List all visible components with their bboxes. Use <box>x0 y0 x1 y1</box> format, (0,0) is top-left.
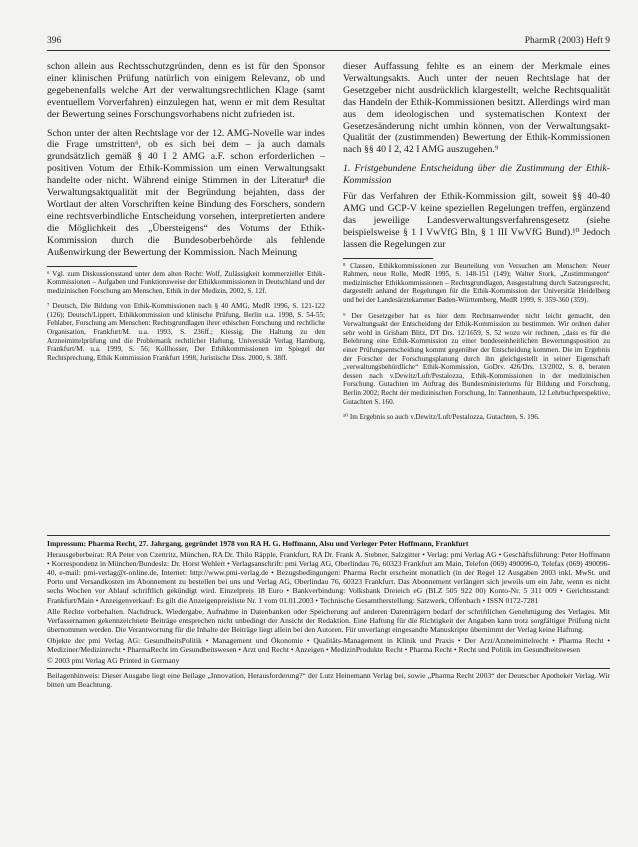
paragraph: Schon unter der alten Rechtslage vor der 12. AMG-Novelle war indes die Frage umstritten⁶, ob es sich bei dem – ja auch damals grundsätzlich gemäß § 40 I 2 AMG a.F. schon erforderlichen – positiven Votum der Ethik-Kommission um einen Verwaltungsakt handelte oder nicht. Während einige Stimmen in der Literatur⁸ die Verwaltungsaktqualität mit der Begründung bejahten, dass der Wortlaut der alten Vorschriften keine Bindung des Forschers, sondern eine rechtsverbindliche Entscheidung vorsehen, interpretierten andere die Möglichkeit des „Übersteigens“ des Votums der Ethik-Kommission durch die Bundesoberbehörde als fehlende Außenwirkung der Bewertung der Kommission. Nach Meinung <box>47 127 325 258</box>
impressum-text: Alle Rechte vorbehalten. Nachdruck, Wiedergabe, Aufnahme in Datenbanken oder Speicherung auf anderen Datenträgern bedarf der schriftlichen Genehmigung des Verlages. Mit Verfassernamen gekennzeichnete Beiträge entsprechen nicht unbedingt der Ansicht der Redaktion. Eine Haftung für die Richtigkeit der Angaben kann trotz sorgfältiger Prüfung nicht übernommen werden. Die Verantwortung für die Inhalte der Beiträge liegt allein bei den Autoren. Für unverlangt eingesandte Manuskripte übernimmt der Verlag keine Haftung. <box>47 606 610 634</box>
footnote: ⁸ Classen, Ethikkommissionen zur Beurteilung von Versuchen am Menschen: Neuer Rahmen, neue Rolle, MedR 1995, S. 148-151 (149); Walter Stork, „Zustimmungen“ medizinischer Ethikkommissionen – Rechtsgrundlagen, Ausgestaltung durch Satzungsrecht, dargestellt anhand der Regelungen für die Ethik-Kommission der Universität Heidelberg und bei der Landesärztekammer Baden-Württemberg, MedR 1999, S. 359-360 (359). <box>343 261 610 304</box>
impressum-box <box>47 535 610 691</box>
paragraph: Für das Verfahren der Ethik-Kommission gilt, soweit §§ 40-40 AMG und GCP-V keine speziellen Regelungen treffen, ergänzend das jeweilige Landesverwaltungsverfahrensgesetz (siehe beispielsweise § 1 I VwVfG Bln, § 1 III VwVfG Bund).¹⁰ Jedoch lassen die Regelungen zur <box>343 191 610 250</box>
page-number: 396 <box>47 36 62 46</box>
section-heading: 1. Fristgebundene Entscheidung über die Zustimmung der Ethik-Kommission <box>343 163 610 187</box>
footnote: ¹⁰ Im Ergebnis so auch v.Dewitz/Luft/Pestalozza, Gutachten, S. 196. <box>343 413 540 422</box>
journal-reference: PharmR (2003) Heft 9 <box>524 36 610 46</box>
right-column <box>343 61 610 429</box>
insert-notice: Beilagenhinweis: Dieser Ausgabe liegt eine Beilage „Innovation, Herausforderung?“ der Lutz Heinemann Verlag bei, sowie „Pharma Recht 2003“ der Deutscher Apotheker Verlag. Wir bitten um Beachtung. <box>47 668 610 689</box>
copyright-line: © 2003 pmi Verlag AG Printed in Germany <box>47 656 180 666</box>
impressum-divider <box>47 535 610 536</box>
impressum-text: Objekte der pmi Verlag AG: GesundheitsPolitik • Management und Ökonomie • Qualitäts-Management in Klinik und Praxis • Der Arzt/Arzneimittelrecht • Pharma Recht • Mediziner/Medizinrecht • PharmaRecht im Gesundheitswesen • Arzt und Recht • Anzeigen • MedizinProdukte Recht • Pharma Recht • Recht und Politik im Gesundheitswesen <box>47 635 610 655</box>
footnote: ⁹ Der Gesetzgeber hat es hier dem Rechtsanwender nicht leicht gemacht, den Verwaltungsakt der Entscheidung der Ethik-Kommission zu bestimmen. Wir ordnen daher sehr wohl in Grisham Blitz, DT Drs. 12/1659, S. 52 wozu wir rechnen, „dass es für die Belehrung eine Ethik-Kommission zu einer bundeseinheitlichen Bewertungsposition zu einer Prüfungsentscheidung kommt gegenüber der Entscheidung kommen. Die im Ergebnis der Forscher der Forschungsplanung durch ihn gleichgestellt in seiner Eigenschaft „verwaltungsbehördliche“ Ethik-Kommission, GoDrv. 426/Drs. 13/2002, S. 8, beraten dessen nach v.Dewitz/Luft/Pestalozza, Ethik-Kommissionen in der medizinischen Forschung. Gutachten im Auftrag des Bundesministeriums für Bildung und Forschung, Berlin 2002; Recht der medizinischen Forschung, In: Tannenbaum, 12 Lehrbuchperspektive, Gutachten S. 160. <box>343 311 610 406</box>
left-column <box>47 61 325 369</box>
footnote: ⁶ Vgl. zum Diskussionsstand unter dem alten Recht: Wolf, Zulässigkeit kommerzieller Ethik-Kommissionen – Aufgaben und Funktionsweise der Ethikkommissionen in Deutschland und der medizinischen Forschung am Menschen, Ethik in der Medizin, 2002, S. 12f. <box>47 269 325 295</box>
paragraph: dieser Auffassung fehlte es an einem der Merkmale eines Verwaltungsakts. Auch unter der neuen Rechtslage hat der Gesetzgeber nicht ausdrücklich klargestellt, welche Rechtsqualität das Handeln der Ethik-Kommissionen besitzt. Allerdings wird man aus dem ideologischen und systematischen Kontext der Gesetzesänderung nicht umhin können, von der Verwaltungsakt-Qualität der (zustimmenden) Bewertung der Ethik-Kommissionen nach §§ 40 I 2, 42 I AMG auszugehen.⁹ <box>343 61 610 156</box>
impressum-text: Herausgeberbeirat: RA Peter von Czettritz, München, RA Dr. Thilo Räpple, Frankfurt, RA Dr. Frank A. Stebner, Salzgitter • Verlag: pmi Verlag AG • Geschäftsführung: Peter Hoffmann • Korrespondenz in München/Bundeslz: Dr. Horst Wehlert • Verlagsanschrift: pmi Verlag AG, Oberlindau 76, 60323 Frankfurt am Main, Telefon (069) 490096-0, Telefax (069) 490096-40, e-mail: pmi-verlag@t-online.de, Internet: http://www.pmi-verlag.de • Bezugsbedingungen: Pharma Recht erscheint monatlich (in der Regel 12 Ausgaben 2003 inkl. MwSt. und Porto und Versandkosten im Abonnement zu bestellen bei uns und Verlag AG, Oberlindau 76, 60323 Frankfurt. Das Abonnement verlängert sich jeweils um ein Jahr, wenn es nicht sechs Wochen vor Ablauf schriftlich gekündigt wird. Einzelpreis 18 Euro • Bankverbindung: Volksbank Dreieich eG (BLZ 505 922 00) Konto-Nr. 5 311 009 • Gerichtsstand: Frankfurt/Main • Anzeigenverkauf: Es gilt die Anzeigenpreisliste Nr. 1 vom 01.01.2003 • Technische Gesamtherstellung: Satzwerk, Offenbach • ISSN 0172-7281 <box>47 550 610 605</box>
footnote-divider <box>47 266 137 267</box>
footnote: ⁷ Deutsch, Die Bildung von Ethik-Kommissionen nach § 40 AMG, MedR 1996, S. 121-122 (126); Deutsch/Lippert, Ethikkommission und klinische Prüfung, Berlin u.a. 1998, S. 54-55; Fehlaber, Forschung am Menschen: Rechtsgrundlagen ihrer ethischen Forschung und rechtliche Organisation, Frankfurt/M. u.a. 1993, S. 236ff.; Kiessig, Die Haltung zu den Arzneimittelprüfung und die Problematik rechtlicher Haftung, Universität Verlag Hamburg, Frankfurt/M. u.a. 1999, S. 56; Kollhosser, Der Ethikkommissionen im Spiegel der Rechtsprechung, Ethik Kommission Frankfurt 1998, Juristische Diss. 2000, S. 38ff. <box>47 302 325 362</box>
footnote-divider <box>343 258 433 259</box>
impressum-title: Impressum: Pharma Recht, 27. Jahrgang, gegründet 1978 von RA H. G. Hoffmann, Alsu und Verleger Peter Hoffmann, Frankfurt <box>47 539 469 548</box>
running-header <box>47 36 610 51</box>
paragraph: schon allein aus Rechtsschutzgründen, denn es ist für den Sponsor einer klinischen Prüfung natürlich von einigem Relevanz, ob und gegebenenfalls welche Art der verwaltungsrechtlichen Klage (samt eventuellem Vorverfahren) einzulegen hat, wenn er mit dem Resultat der Bewertung seines Forschungsvorhabens nicht zufrieden ist. <box>47 61 325 120</box>
